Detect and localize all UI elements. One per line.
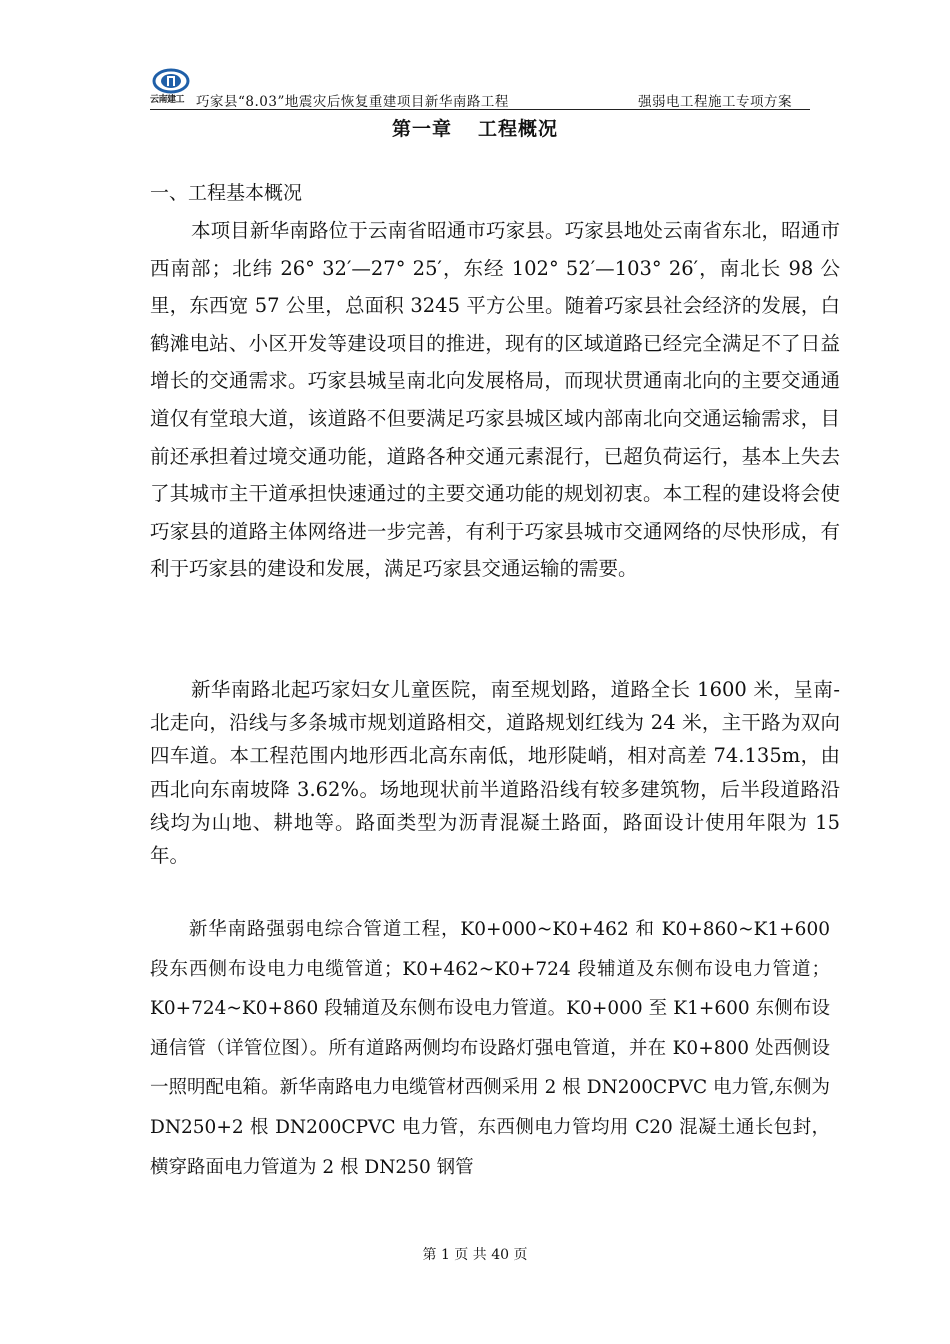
paragraph-project-location: 本项目新华南路位于云南省昭通市巧家县。巧家县地处云南省东北，昭通市西南部；北纬 26° 32′—27° 25′，东经 102° 52′—103° 26′，南北长 98 公里，东西宽 57 公里，总面积 3245 平方公里。随着巧家县社会经济的发展，白鹤滩电站、小区开发等建设项目的推进，现有的区域道路已经完全满足不了日益增长的交通需求。巧家县城呈南北向发展格局，而现状贯通南北向的主要交通通道仅有堂琅大道，该道路不但要满足巧家县城区域内部南北向交通运输需求，目前还承担着过境交通功能，道路各种交通元素混行，已超负荷运行，基本上失去了其城市主干道承担快速通过的主要交通功能的规划初衷。本工程的建设将会使巧家县的道路主体网络进一步完善，有利于巧家县城市交通网络的尽快形成，有利于巧家县的建设和发展，满足巧家县交通运输的需要。: [150, 219, 840, 581]
header-document-title: 强弱电工程施工专项方案: [638, 94, 792, 110]
chapter-title: 工程概况: [478, 118, 559, 140]
logo-text: 云南建工: [150, 95, 185, 105]
section-heading: 一、工程基本概况: [150, 182, 303, 204]
chapter-heading: [0, 114, 950, 141]
header-project-title: 巧家县“8.03”地震灾后恢复重建项目新华南路工程: [196, 94, 509, 110]
header-divider: [150, 109, 810, 110]
page-footer: 第 1 页 共 40 页: [422, 1247, 528, 1263]
paragraph-road-description: 新华南路北起巧家妇女儿童医院，南至规划路，道路全长 1600 米，呈南-北走向，沿线与多条城市规划道路相交，道路规划红线为 24 米，主干路为双向四车道。本工程范围内地形西北高东南低，地形陡峭，相对高差 74.135m，由西北向东南坡降 3.62%。场地现状前半道路沿线有较多建筑物，后半段道路沿线均为山地、耕地等。路面类型为沥青混凝土路面，路面设计使用年限为 15 年。: [150, 678, 840, 868]
chapter-number: 第一章: [391, 118, 452, 140]
company-logo-icon: [152, 68, 190, 94]
paragraph-electrical-works: 新华南路强弱电综合管道工程，K0+000~K0+462 和 K0+860~K1+600 段东西侧布设电力电缆管道；K0+462~K0+724 段辅道及东侧布设电力管道；K0+724~K0+860 段辅道及东侧布设电力管道。K0+000 至 K1+600 东侧布设通信管（详管位图）。所有道路两侧均布设路灯强电管道，并在 K0+800 处西侧设一照明配电箱。新华南路电力电缆管材西侧采用 2 根 DN200CPVC 电力管,东侧为 DN250+2 根 DN200CPVC 电力管，东西侧电力管均用 C20 混凝土通长包封，横穿路面电力管道为 2 根 DN250 钢管: [150, 919, 830, 1178]
page-header: [150, 64, 810, 112]
